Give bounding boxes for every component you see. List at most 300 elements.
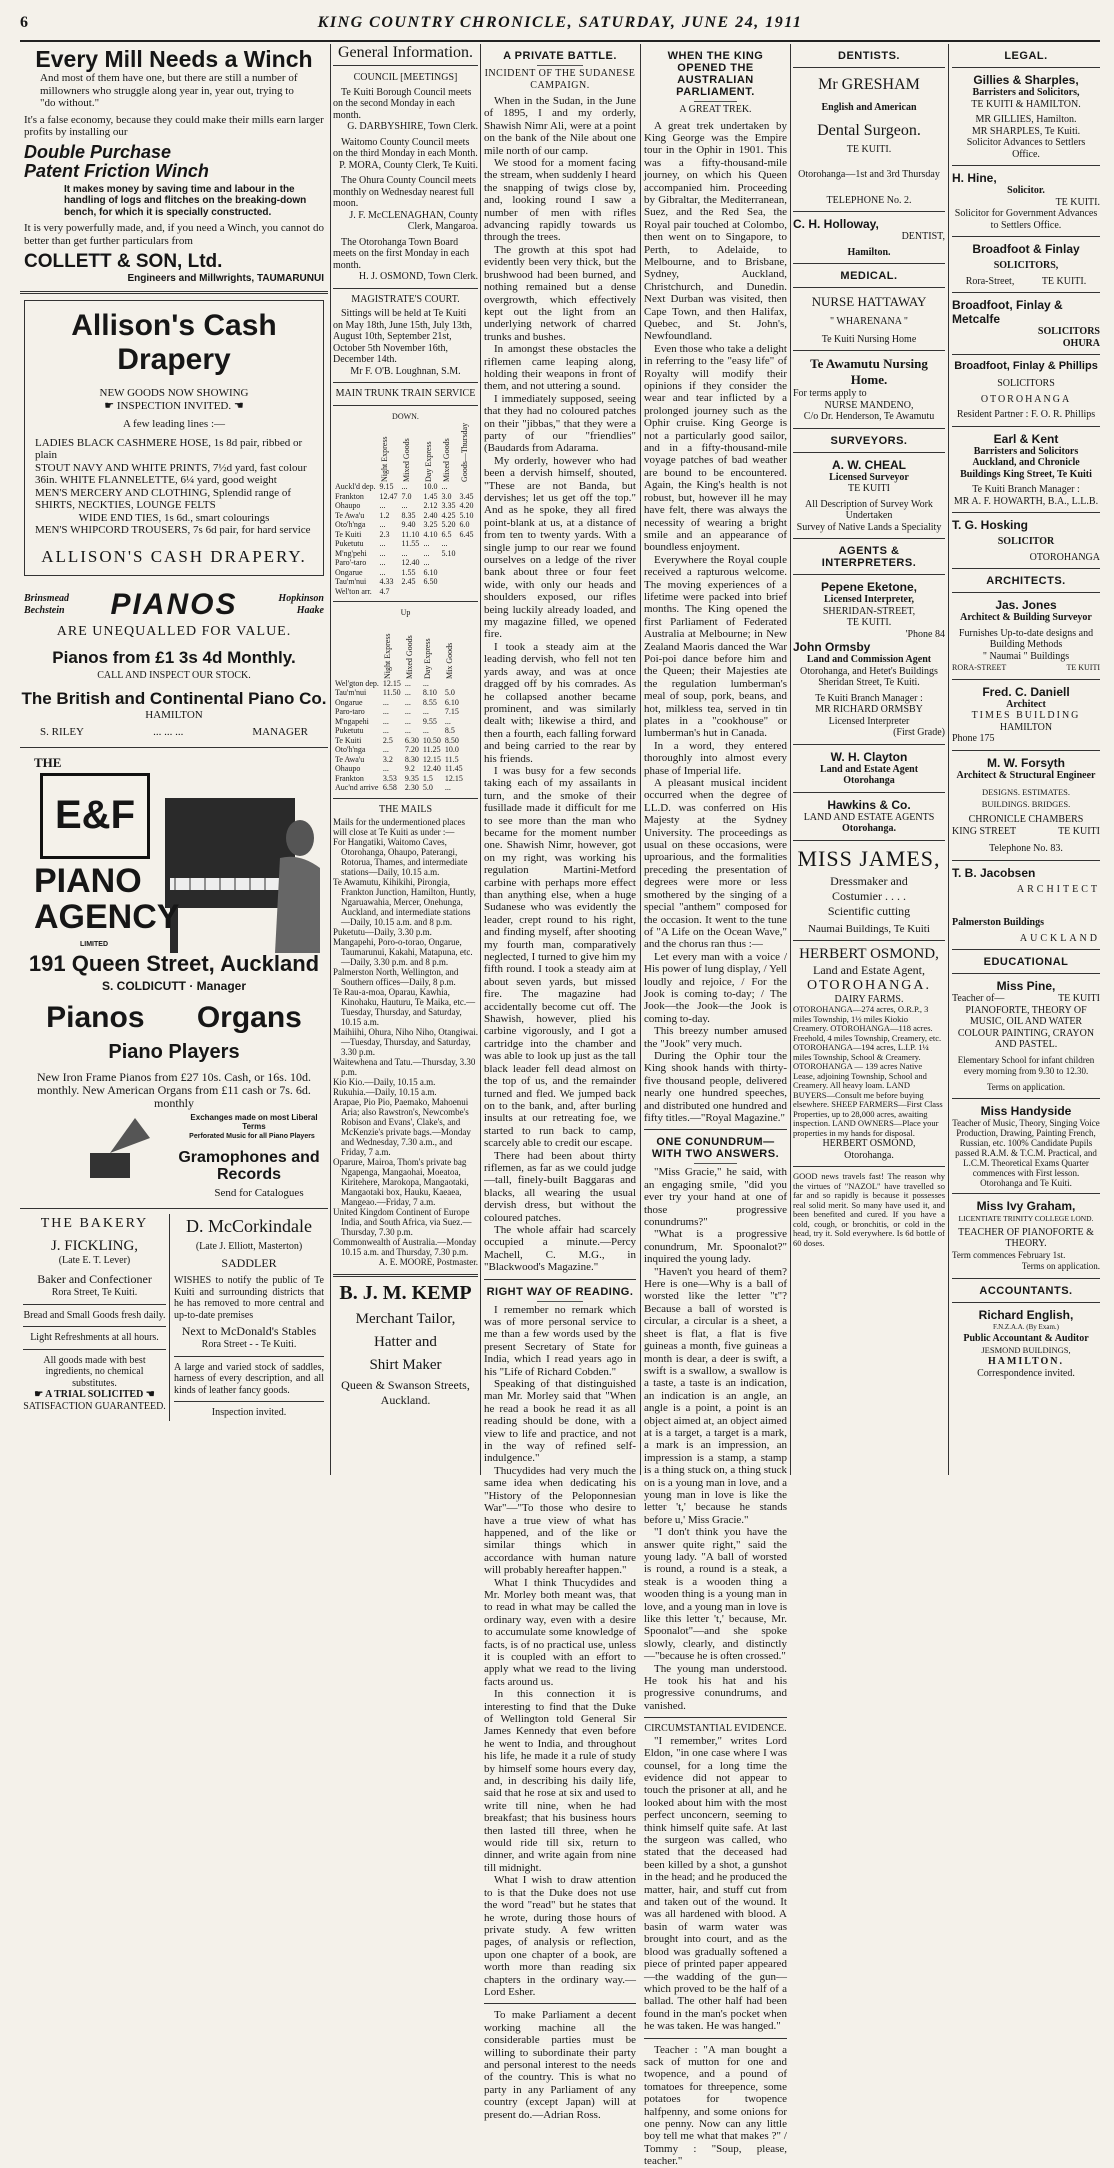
column-header: Mix Goods <box>444 642 454 679</box>
paragraph: I took a steady aim at the leading dervish, who fell not ten yards away, and was at once dragged off by his comrades. As he collapsed another became prominent, and was similarly dealt with; likewise a third, and then a fourth, each falling forward and being carried to the rear by his friends. <box>484 640 636 765</box>
time-cell: 6.5 <box>441 529 452 539</box>
column-rule <box>790 44 791 1475</box>
gresham-dental: Dental Surgeon. <box>817 121 921 139</box>
table-row <box>333 530 476 540</box>
cheal-line: All Description of Survey Work Undertaken <box>805 498 933 521</box>
ef-pianos-organs <box>20 1001 328 1035</box>
time-cell: 12.15 <box>382 678 401 688</box>
time-cell: ... <box>404 707 411 716</box>
winch-text: It is very powerfully made, and, if you need a Winch, you cannot do better than get further particulars from <box>24 222 324 247</box>
osmond-name: HERBERT OSMOND, <box>799 945 939 962</box>
mail-entry: Maihiihi, Ohura, Niho Niho, Otangiwai.—Tuesday, Thursday, and Saturday, 3.30 p.m. <box>333 1027 478 1057</box>
table-row <box>333 755 465 765</box>
pine-line: PIANOFORTE, THEORY OF MUSIC, OIL AND WATER COLOUR PAINTING, CRAYON AND PASTEL. <box>957 1004 1095 1050</box>
time-cell: ... <box>404 726 411 735</box>
allison-item: MEN'S WHIPCORD TROUSERS, 7s 6d pair, for hard service <box>35 524 311 536</box>
clayton-line: Land and Estate Agent <box>819 763 919 775</box>
phillips-name: Broadfoot, Finlay & Phillips <box>954 360 1098 372</box>
mcc-late: (Late J. Elliott, Masterton) <box>195 1240 303 1252</box>
time-cell: 1.55 <box>401 567 416 577</box>
ormsby-line: Licensed Interpreter <box>828 715 910 727</box>
jacobsen-name: T. B. Jacobsen <box>952 865 1036 880</box>
table-row <box>333 511 476 521</box>
gillies-name: Gillies & Sharples, <box>973 73 1079 87</box>
forsyth-street: KING STREET <box>952 825 1017 837</box>
ormsby-line: Land and Commission Agent <box>806 654 932 665</box>
forsyth-town: TE KUITI <box>1058 825 1100 837</box>
mail-entry: Te Rau-a-moa, Oparau, Kawhia, Kinohaku, Hauturu, Te Maika, etc.—Tuesday, Thursday, and Saturday, 10.15 a.m. <box>333 987 476 1027</box>
allison-item: MEN'S MERCERY AND CLOTHING, Splendid range of SHIRTS, NECKTIES, LOUNGE FELTS <box>35 486 292 511</box>
ef-the: THE <box>34 754 62 770</box>
manager-role: MANAGER <box>252 725 308 738</box>
paragraph: During the Ophir tour the King shook hands with thirty-five thousand people, delivered nearly one hundred speeches, and distributed one hundred and fifty titles.—"Royal Magazine." <box>644 1049 787 1124</box>
mail-entry: Mangapehi, Poro-o-torao, Ongarue, Taumarunui, Kakahi, Matapuna, etc.—Daily, 3.30 p.m. and 8 p.m. <box>333 937 473 967</box>
station-cell: Paro'-taro <box>335 558 367 567</box>
time-cell: 10.0 <box>444 745 459 754</box>
station-cell: Oto'h'nga <box>335 745 366 754</box>
phillips-line: OTOROHANGA <box>980 393 1072 405</box>
time-cell: 8.5 <box>444 726 455 735</box>
time-cell: 2.30 <box>404 783 419 792</box>
time-cell: 3.45 <box>459 491 474 501</box>
table-row <box>333 549 476 559</box>
mail-entry: Commonwealth of Australia.—Monday 10.15 a.m. and Thursday, 7.30 p.m. <box>333 1237 477 1257</box>
time-cell <box>458 549 476 559</box>
column-header: Mixed Goods <box>404 634 414 679</box>
allison-item: STOUT NAVY AND WHITE PRINTS, 7½d yard, fast colour <box>35 461 307 474</box>
masthead: KING COUNTRY CHRONICLE, SATURDAY, JUNE 24, 1911 <box>317 14 803 31</box>
time-cell: 4.33 <box>379 577 394 586</box>
station-cell: Frankton <box>335 773 364 783</box>
james-line: Costumier . . . . <box>832 888 906 903</box>
column-header: Night Express <box>382 632 392 679</box>
pianos-town: HAMILTON <box>145 709 203 721</box>
council-notice: Waitomo County Council meets on the third Monday in each Month. <box>333 136 478 159</box>
time-cell: 8.30 <box>404 754 419 764</box>
earl-kent-name: Earl & Kent <box>993 431 1059 446</box>
jacobsen-line: Palmerston Buildings <box>952 917 1044 928</box>
council-notice: Te Kuiti Borough Council meets on the second Monday in each month. <box>333 86 472 121</box>
time-cell: ... <box>382 716 389 726</box>
time-cell: 5.0 <box>444 688 455 697</box>
time-cell: 2.45 <box>401 577 416 586</box>
magistrate-heading: MAGISTRATE'S COURT. <box>351 293 460 305</box>
broadfoot-name: Broadfoot & Finlay <box>972 242 1080 256</box>
pianos-word: PIANOS <box>110 587 238 621</box>
graham-line: LICENTIATE TRINITY COLLEGE LOND. <box>958 1214 1094 1223</box>
winch-name: Patent Friction Winch <box>24 160 209 181</box>
holloway-dentist: DENTIST, <box>901 231 945 242</box>
pepene-line: TE KUITI. <box>846 617 892 628</box>
hine-line: TE KUITI. <box>1055 196 1100 208</box>
table-row <box>333 577 476 587</box>
time-cell: ... <box>379 520 386 529</box>
earl-kent-line: Te Kuiti Branch Manager : <box>972 484 1080 495</box>
surveyors-heading: SURVEYORS. <box>830 434 908 447</box>
broadfoot-address <box>952 276 1100 288</box>
phillips-line: Resident Partner : F. O. R. Phillips <box>956 409 1096 420</box>
mcc-text: A large and varied stock of saddles, harness of every description, and all kinds of leather fancy goods. <box>174 1361 324 1396</box>
mcc-invited: Inspection invited. <box>211 1407 287 1418</box>
gillies-line: TE KUITI & HAMILTON. <box>971 98 1081 110</box>
allison-line: A few leading lines :— <box>122 418 226 430</box>
winch-title: Every Mill Needs a Winch <box>35 46 313 72</box>
magistrate-signature: Mr F. O'B. Loughnan, S.M. <box>350 365 461 377</box>
ef-piano: PIANO <box>34 861 142 900</box>
te-awamutu-line: For terms apply to <box>793 388 867 399</box>
mcc-text: WISHES to notify the public of Te Kuiti and surrounding districts that he has removed to more central and up-to-date premises <box>174 1275 324 1321</box>
paragraph: What I wish to draw attention to is that the Duke does not use the word "read" but he states that he wrote, during those hours of private study. A few written pages, of analysis or reflection, upon one chapter of a book, are worth more than reading six chapters in the ordinary way.—Lord Esher. <box>484 1874 636 1998</box>
time-cell: 11.55 <box>401 539 420 548</box>
time-cell <box>443 679 465 689</box>
pine-name: Miss Pine, <box>996 979 1056 993</box>
table-header-row <box>333 422 476 482</box>
gresham-name: Mr GRESHAM <box>818 76 920 93</box>
council-heading: COUNCIL [MEETINGS] <box>353 72 458 83</box>
table-row <box>333 520 476 530</box>
time-cell: ... <box>441 539 448 548</box>
time-cell: 4.10 <box>423 529 438 539</box>
time-cell: 3.2 <box>382 754 393 764</box>
osmond-signature: HERBERT OSMOND, <box>822 1138 916 1149</box>
station-cell: Ohaupo <box>335 764 361 773</box>
train-table-up <box>333 619 465 793</box>
time-cell: 2.3 <box>379 529 390 539</box>
winch-firm-sub: Engineers and Millwrights, TAUMARUNUI <box>127 273 324 284</box>
ormsby-name: John Ormsby <box>793 640 871 654</box>
mccorkindale-ad <box>170 1214 328 1421</box>
winch-text: And most of them have one, but there are still a number of millowners who struggle along year in, year out, trying to "do without." <box>40 72 298 109</box>
time-cell: 6.58 <box>382 783 397 792</box>
winch-name: Double Purchase <box>24 141 172 162</box>
station-cell: Wel'ton arr. <box>335 586 372 596</box>
table-row <box>333 736 465 746</box>
time-cell: 3.53 <box>382 773 397 783</box>
clayton-name: W. H. Clayton <box>830 749 908 764</box>
station-cell: Auckl'd dep. <box>335 482 376 491</box>
pepene-line: Licensed Interpreter, <box>824 594 914 605</box>
column-header: Mixed Goods <box>441 438 451 482</box>
mail-entry: Kio Kio.—Daily, 10.15 a.m. <box>333 1077 436 1087</box>
time-cell: 11.45 <box>444 764 463 773</box>
bakery-trade: Baker and Confectioner <box>37 1272 152 1286</box>
ormsby-line: Te Kuiti Branch Manager : <box>815 692 923 704</box>
english-line: Public Accountant & Auditor <box>963 1333 1089 1344</box>
time-cell: ... <box>401 482 408 491</box>
time-cell: ... <box>441 482 448 491</box>
jones-town: TE KUITI <box>1066 663 1100 672</box>
time-cell <box>400 587 422 597</box>
time-cell: 10.0 <box>423 482 438 491</box>
time-cell: 11.25 <box>422 745 441 754</box>
time-cell: 11.5 <box>444 754 459 764</box>
te-awamutu-line: NURSE MANDENO, <box>824 399 914 411</box>
forsyth-phone: Telephone No. 83. <box>989 843 1063 854</box>
jones-line: " Naumai " Buildings <box>982 650 1070 662</box>
time-cell: 11.50 <box>382 688 401 697</box>
time-cell: 6.10 <box>444 697 459 707</box>
paragraph: A pleasant musical incident occurred when the degree of LL.D. was conferred on His Majesty at the Sydney University. The proceedings as usual on these occasions, were uproarious, and the formalities preceding the presentation of degrees were more or less smothered by the singing of a special "anthem" composed for the occasion. It went to the tune of "A Life on the Ocean Wave," and the chorus ran thus :— <box>644 777 787 951</box>
station-cell: Puketutu <box>335 726 364 735</box>
time-cell: 9.2 <box>404 764 415 773</box>
column-header: Night Express <box>379 436 389 482</box>
battle-column <box>484 44 636 2121</box>
paragraph: In a word, they entered thoroughly into almost every phase of Imperial life. <box>644 739 787 777</box>
daniell-line: TIMES BUILDING <box>971 710 1081 721</box>
james-line: Naumai Buildings, Te Kuiti <box>808 922 930 935</box>
time-cell: 5.10 <box>459 510 474 520</box>
time-cell: 2.5 <box>382 735 393 745</box>
magistrate-text: Sittings will be held at Te Kuiti on May 18th, June 15th, July 13th, August 10th, September 21st, October 5th November 16th, December 14th. <box>333 308 473 365</box>
ef-agency: AGENCY <box>34 897 180 936</box>
station-cell: Wel'gton dep. <box>335 678 379 688</box>
forsyth-line: BUILDINGS. BRIDGES. <box>981 798 1071 809</box>
reading-body <box>484 1304 636 1999</box>
paragraph: Even those who take a delight in referring to the "easy life" of Royalty will modify their opinions if they consider the wear and tear inflicted by a prolonged journey such as the Ophir cruise. King George is not a particularly good sailor, and in a fifty-thousand-mile voyage patches of bad weather are bound to be encountered. Again, the King's health is not robust, but, however ill he may have felt, there was always the necessity of wearing a bright smile and an appearance of boundless enjoyment. <box>644 342 787 554</box>
ads-column <box>20 44 328 1475</box>
table-header-row <box>333 619 465 679</box>
time-cell: ... <box>382 745 389 754</box>
mail-entry: For Hangatiki, Waitomo Caves, Otorohanga, Ohaupo, Paterangi, Rotorua, Thames, and intermediate stations—Daily, 10.15 a.m. <box>333 837 468 877</box>
table-row <box>333 698 465 708</box>
mcc-next: Next to McDonald's Stables <box>181 1324 317 1338</box>
time-cell <box>440 577 458 587</box>
pepene-name: Pepene Eketone, <box>820 580 918 594</box>
mcc-street: Rora Street - - Te Kuiti. <box>201 1339 297 1350</box>
time-cell: ... <box>379 567 386 577</box>
kemp-name: B. J. M. KEMP <box>339 1281 472 1304</box>
ef-piano-ad <box>20 753 328 1203</box>
pine-line: Elementary School for infant children every morning from 9.30 to 12.30. <box>957 1054 1095 1076</box>
allison-footer: ALLISON'S CASH DRAPERY. <box>41 546 307 566</box>
time-cell: ... <box>404 688 411 697</box>
time-cell: ... <box>379 548 386 558</box>
page-header <box>20 14 1100 42</box>
paragraph: A great trek undertaken by King George was the Empire tour in the Ophir in 1901. This was a fifty-thousand-mile journey, on which his Queen accompanied him. Proceeding by Gibraltar, the Mediterranean, Suez, and the Red Sea, the Royal pair touched at Colombo, then went on to Singapore, to Perth, to Adelaide, to Melbourne, and to Brisbane, Sydney, Auckland, Christchurch, and Dunedin. Next Durban was visited, then Cape Town, and then Halifax, Quebec, and St. John's, Newfoundland. <box>644 119 787 343</box>
time-cell: ... <box>379 501 386 510</box>
column-header: Mixed Goods <box>401 438 411 482</box>
jones-address <box>952 662 1100 674</box>
winch-text: It makes money by saving time and labour in the handling of logs and flitches on the breaking-down bench, for which it is specially constructed. <box>64 183 307 218</box>
ef-pianos: Pianos <box>46 1000 145 1034</box>
kemp-line: Queen & Swanson Streets, <box>341 1377 470 1392</box>
mail-entry: Palmerston North, Wellington, and Southern offices—Daily, 8 p.m. <box>333 967 459 987</box>
hawkins-name: Hawkins & Co. <box>827 797 911 812</box>
column-rule <box>330 44 331 1475</box>
time-cell: 10.50 <box>422 735 441 745</box>
time-cell: ... <box>423 548 430 558</box>
council-notice: The Otorohanga Town Board meets on the first Monday in each month. <box>333 236 470 271</box>
pianos-monthly: Pianos from £1 3s 4d Monthly. <box>52 647 296 667</box>
king-title: WHEN THE KING OPENED THE AUSTRALIAN PARLIAMENT. <box>667 50 764 98</box>
directory-column <box>793 44 945 1475</box>
mail-entry: Oparure, Mairoa, Thom's private bag Ngapenga, Mangaohai, Moeatoa, Kiritehere, Marokopa, Mangaotaki, Mangaotaki box, Hauku, Kaeaea, Mangeao.—Friday, 7 a.m. <box>333 1157 469 1207</box>
legal-column <box>952 44 1100 1475</box>
ef-gramophones: Gramophones and Records <box>178 1148 320 1183</box>
time-cell <box>440 568 458 578</box>
council-signature: P. MORA, County Clerk, Te Kuiti. <box>339 159 478 171</box>
time-cell: 4.20 <box>459 501 474 510</box>
winch-firm: COLLETT & SON, Ltd. <box>24 251 223 272</box>
mails-list <box>333 837 478 1257</box>
cheal-line: Survey of Native Lands a Speciality <box>796 521 942 533</box>
pine-teacher <box>952 993 1100 1005</box>
page-number: 6 <box>20 14 28 31</box>
bakery-line: ☛ A TRIAL SOLICITED ☚ <box>34 1389 155 1400</box>
time-cell: 9.40 <box>401 520 416 529</box>
station-cell: Tau'm'nui <box>335 688 367 697</box>
time-cell: ... <box>382 707 389 716</box>
train-up: Up <box>400 608 411 617</box>
english-line: F.N.Z.A.A. (By Exam.) <box>993 1322 1059 1331</box>
architects-heading: ARCHITECTS. <box>986 575 1066 587</box>
pianos-manager <box>20 722 328 742</box>
column-header: Day Express <box>423 441 433 482</box>
hine-line: Solicitor. <box>1007 185 1045 196</box>
time-cell: 4.7 <box>379 586 390 596</box>
time-cell: 12.15 <box>444 773 463 783</box>
kemp-line: Merchant Tailor, <box>355 1310 456 1327</box>
station-cell: Te Kuiti <box>335 735 362 745</box>
bottom-ads <box>20 1214 328 1421</box>
station-cell: Te Kuiti <box>335 529 362 539</box>
time-cell: 8.35 <box>401 510 416 520</box>
daniell-phone: Phone 175 <box>952 733 995 744</box>
kemp-ad <box>333 1282 478 1408</box>
time-cell: ... <box>404 678 411 688</box>
king-column <box>644 44 787 2168</box>
james-name: MISS JAMES, <box>797 845 941 871</box>
council-notice: The Ohura County Council meets monthly on Wednesday nearest full moon. <box>333 175 476 209</box>
time-cell: 1.45 <box>423 491 438 501</box>
time-cell: ... <box>401 548 408 558</box>
educational-heading: EDUCATIONAL <box>983 956 1069 968</box>
hosking-name: T. G. Hosking <box>952 518 1029 532</box>
jacobsen-line: ARCHITECT <box>1016 883 1100 895</box>
circumstantial-body: "I remember," writes Lord Eldon, "in one case where I was counsel, for a long time the evidence did not appear to touch the prisoner at all, and he looked about him with the most perfect unconcern, seeming to think himself quite safe. At last the surgeon was called, who stated that the deceased had been killed by a shot, a gunshot in the head; and he produced the matter, hair, and stuff cut from and taken out of the wound. It was all hardened with blood. A basin of warm water was brought into court, and as the blood was gradually softened a piece of printed paper appeared—the wadding of the gun—which proved to be the half of a ballad. The other half had been found in the man's pocket when he was taken. He was hanged." <box>644 1734 787 2033</box>
time-cell: ... <box>423 539 430 548</box>
circumstantial-title: CIRCUMSTANTIAL EVIDENCE. <box>644 1723 787 1735</box>
time-cell: 1.2 <box>379 510 390 520</box>
time-cell: ... <box>379 539 386 548</box>
paragraph: The growth at this spot had evidently been very thick, but the brushwood had been burned, and nothing remained but a dense overgrowth, which effectively kept out the light from an underlying network of charred trunks and bushes. <box>484 243 636 343</box>
bakery-ad <box>20 1214 170 1421</box>
paragraph: I remember no remark which was of more personal service to me than a few words used by the present Secretary of State for India, which I read years ago in his "Life of Richard Cobden." <box>484 1303 636 1378</box>
piano-brands-right: Hopkinson Haake <box>278 593 324 616</box>
time-cell: ... <box>382 726 389 735</box>
time-cell: 2.40 <box>423 510 438 520</box>
time-cell: 9.15 <box>379 482 394 491</box>
james-line: Dressmaker and <box>830 873 908 888</box>
te-awamutu-line: C/o Dr. Henderson, Te Awamutu <box>803 411 935 422</box>
hine-line: Solicitor for Government Advances to Settlers Office. <box>954 208 1098 231</box>
daniell-name: Fred. C. Daniell <box>982 684 1070 699</box>
hine-name: H. Hine, <box>952 171 997 185</box>
phillips-line: SOLICITORS <box>997 378 1055 389</box>
teacher-joke: Teacher : "A man bought a sack of mutton for one and twopence, and a pound of tomatoes for threepence, some potatoes for twopence halfpenny, and some onions for one penny. Now can any little boy tell me what that makes ?" / Tommy : "Soup, please, teacher." <box>644 2043 787 2168</box>
paragraph: I immediately supposed, seeing that they had no coloured patches on their "jibbas," that they were a party of our "friendlies" (Baudards from Adarama. <box>484 392 636 455</box>
metcalfe-name: Broadfoot, Finlay & Metcalfe <box>952 298 1063 326</box>
time-cell: ... <box>404 697 411 707</box>
dentists-heading: DENTISTS. <box>838 50 900 62</box>
allison-line: NEW GOODS NOW SHOWING <box>99 387 249 399</box>
time-cell: ... <box>382 764 389 773</box>
conundrum-title: ONE CONUNDRUM—WITH TWO ANSWERS. <box>651 1136 780 1161</box>
gramophone-icon <box>80 1113 150 1183</box>
king-body <box>644 120 787 1125</box>
broadfoot-street: Rora-Street, <box>965 275 1015 287</box>
paragraph: What I think Thucydides and Mr. Morley both meant was, that to read in what may be called the ordinary way, even with a desire to accumulate some knowledge of facts, is of no practical use, unless it is coupled with an effort to apply what we read to the living facts around us. <box>484 1576 636 1688</box>
time-cell: 5.10 <box>441 548 456 558</box>
forsyth-name: M. W. Forsyth <box>987 755 1065 770</box>
time-cell: 8.50 <box>444 735 459 745</box>
time-cell: 8.10 <box>422 688 437 697</box>
english-line: HAMILTON. <box>987 1356 1065 1367</box>
time-cell: 6.45 <box>459 529 474 539</box>
earl-kent-line: Auckland, and Chronicle Buildings King Street, Te Kuiti <box>960 457 1092 480</box>
time-cell: 6.50 <box>423 577 438 586</box>
table-row <box>333 774 465 784</box>
station-cell: Puketutu <box>335 539 364 548</box>
ef-limited: LIMITED <box>80 940 108 948</box>
battle-title: A PRIVATE BATTLE. <box>503 50 617 62</box>
metcalfe-line: OHURA <box>1062 337 1100 349</box>
forsyth-address <box>952 826 1100 838</box>
station-cell: Tau'm'nui <box>335 577 367 586</box>
allison-title: Allison's Cash Drapery <box>71 309 277 376</box>
general-title: General Information. <box>333 44 478 66</box>
time-cell: ... <box>444 716 451 726</box>
station-cell: M'ng'pehi <box>335 548 367 558</box>
time-cell: 1.5 <box>422 773 433 783</box>
time-cell: 6.0 <box>459 520 470 529</box>
paragraph: "Haven't you heard of them? Here is one—Why is a ball of worsted like the letter "t"? Because a ball of worsted is circular, a circular is a sheet, a sheet is flat, a flat is five guineas a month, five guineas a month is dear, a deer is swift, a swift is a swallow, a swallow is a taste, a taste is an indication, an indication is an angle, an angle is a point, a point is an object aimed at, an object aimed at is a target, a target is a mark, a mark is an impression, an impression is a stamp, a stamp is a thing stuck on, a thing stuck on is a young man in love, and a young man in love is like the letter 't,' because he stands before u,' Miss Gracie." <box>644 1265 787 1526</box>
kemp-line: Hatter and <box>374 1333 437 1350</box>
allison-line: ☛ INSPECTION INVITED. ☚ <box>104 399 244 412</box>
broadfoot-line: SOLICITORS, <box>993 260 1059 271</box>
leader-dots: ... ... ... <box>153 725 184 738</box>
paragraph: When in the Sudan, in the June of 1895, I and my orderly, Shawish Nimr Ali, were at a point on the bank of the Nile about one mile north of our camp. <box>484 95 636 157</box>
ormsby-line: MR RICHARD ORMSBY <box>815 704 923 715</box>
jones-street: RORA-STREET <box>952 663 1007 672</box>
time-cell: ... <box>422 678 429 688</box>
time-cell <box>458 587 476 597</box>
bakery-late: (Late E. T. Lever) <box>58 1254 131 1266</box>
forsyth-line: DESIGNS. ESTIMATES. <box>981 787 1071 797</box>
paragraph: "What is a progressive conundrum, Mr. Spoonalot?" inquired the young lady. <box>644 1228 787 1266</box>
battle-body <box>484 95 636 1274</box>
ormsby-line: (First Grade) <box>893 727 945 738</box>
time-cell: ... <box>401 501 408 510</box>
table-row <box>333 587 476 597</box>
ef-players: Piano Players <box>108 1040 240 1063</box>
table-row <box>333 717 465 727</box>
gillies-line: MR GILLIES, Hamilton. <box>975 114 1077 125</box>
table-row <box>333 679 465 689</box>
accountants-heading: ACCOUNTANTS. <box>979 1284 1073 1297</box>
osmond-signature: Otorohanga. <box>844 1149 894 1161</box>
hosking-line: OTOROHANGA <box>1029 551 1100 563</box>
pine-line: Terms on application. <box>986 1081 1066 1092</box>
general-info-column <box>333 44 478 1475</box>
bakery-line: Light Refreshments at all hours. <box>30 1332 159 1343</box>
bakery-line: SATISFACTION GUARANTEED. <box>23 1400 166 1412</box>
table-row <box>333 492 476 502</box>
ef-iron: New Iron Frame Pianos from £27 10s. Cash, or 16s. 10d. monthly. New American Organs from £11 cash or 7s. 6d. monthly <box>37 1069 311 1110</box>
train-down: DOWN. <box>392 411 419 421</box>
time-cell: 9.35 <box>404 773 419 783</box>
pine-teacher-of: Teacher of— <box>952 993 1005 1004</box>
